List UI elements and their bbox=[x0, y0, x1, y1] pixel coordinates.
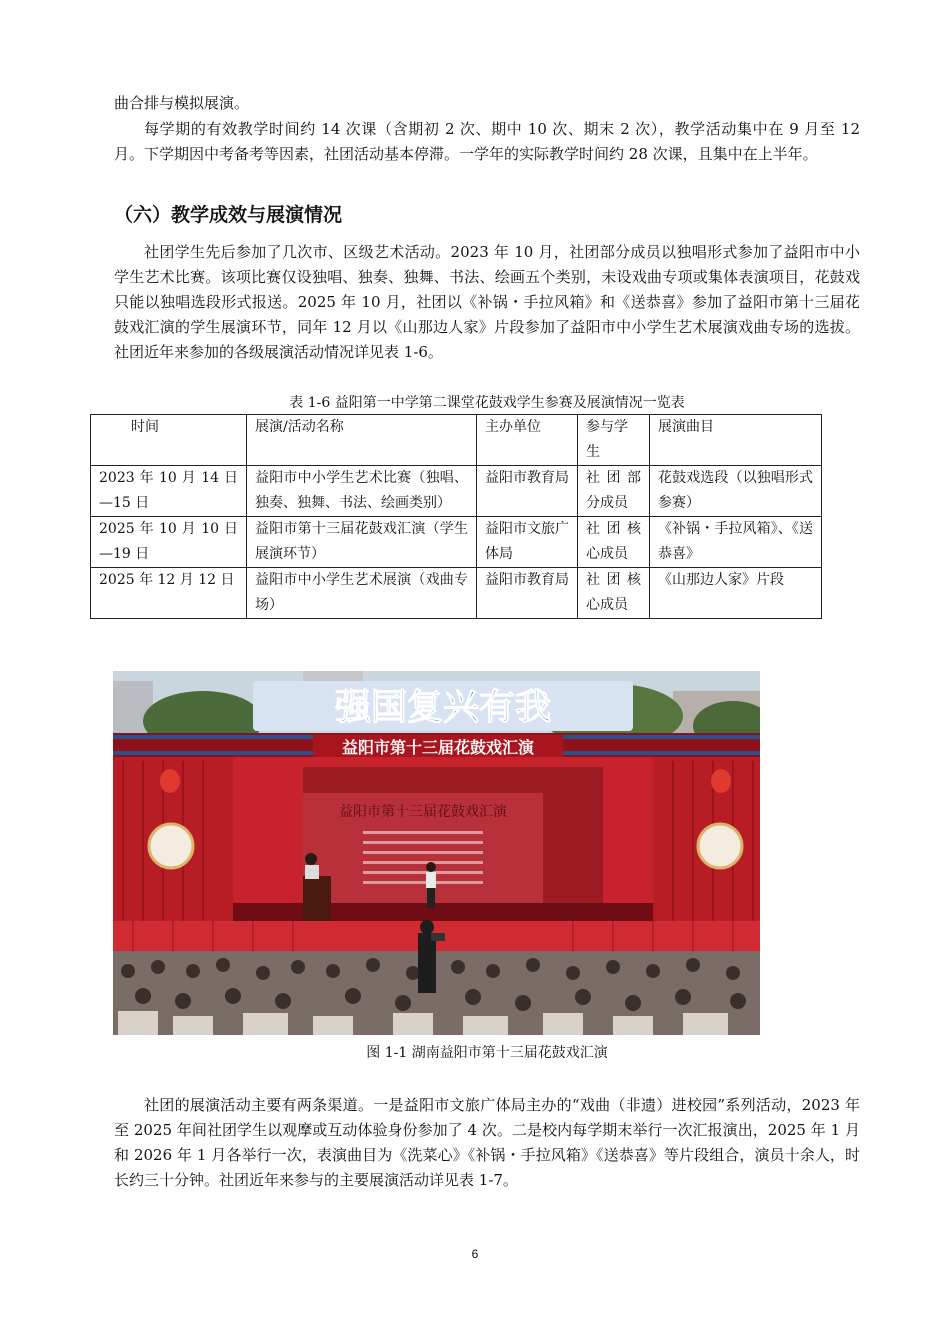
header-organizer: 主办单位 bbox=[477, 415, 578, 466]
backdrop-title: 益阳市第十三届花鼓戏汇演 bbox=[339, 804, 507, 820]
cell-organizer: 益阳市教育局 bbox=[477, 568, 578, 619]
cell-repertoire: 《山那边人家》片段 bbox=[650, 568, 822, 619]
cell-time: 2023 年 10 月 14 日—15 日 bbox=[91, 466, 247, 517]
top-banner-text: 强国复兴有我 bbox=[334, 687, 552, 728]
paragraph-channels: 社团的展演活动主要有两条渠道。一是益阳市文旅广体局主办的“戏曲（非遗）进校园”系列活动，2023 年至 2025 年间社团学生以观摩或互动体验身份参加了 4 次。二是校内每学期末举行一次汇报演出，2025 年 1 月和 2026 年 1 月各举行一次，表演曲目为《洗菜心》《补锅・手拉风箱》《送恭喜》等片段组合，演员十余人，时长约三十分钟。社团近年来参与的主要展演活动详见表 1-7。 bbox=[114, 1096, 860, 1189]
cell-repertoire: 花鼓戏选段（以独唱形式参赛） bbox=[650, 466, 822, 517]
festival-stage-photo bbox=[113, 671, 760, 1035]
header-activity: 展演/活动名称 bbox=[247, 415, 477, 466]
cell-time: 2025 年 12 月 12 日 bbox=[91, 568, 247, 619]
paragraph-continuation: 曲合排与模拟展演。 bbox=[114, 94, 250, 112]
cell-organizer: 益阳市教育局 bbox=[477, 466, 578, 517]
paragraph-teaching-time: 每学期的有效教学时间约 14 次课（含期初 2 次、期中 10 次、期末 2 次），教学活动集中在 9 月至 12 月。下学期因中考备考等因素，社团活动基本停滞。一学年的实际教学时间约 28 次课，且集中在上半年。 bbox=[114, 120, 860, 163]
header-participants: 参与学生 bbox=[578, 415, 650, 466]
cell-activity: 益阳市中小学生艺术比赛（独唱、独奏、独舞、书法、绘画类别） bbox=[247, 466, 477, 517]
section-heading: （六）教学成效与展演情况 bbox=[114, 204, 343, 226]
table-header-row bbox=[91, 415, 822, 466]
header-time: 时间 bbox=[91, 415, 247, 466]
stage-photo-drawing bbox=[113, 671, 760, 1035]
table-row bbox=[91, 517, 822, 568]
cell-participants: 社团核心成员 bbox=[578, 568, 650, 619]
photo-caption: 图 1-1 湖南益阳市第十三届花鼓戏汇演 bbox=[366, 1045, 608, 1061]
paragraph-performances: 社团学生先后参加了几次市、区级艺术活动。2023 年 10 月，社团部分成员以独唱形式参加了益阳市中小学生艺术比赛。该项比赛仅设独唱、独奏、独舞、书法、绘画五个类别，未设戏曲专项或集体表演项目，花鼓戏只能以独唱选段形式报送。2025 年 10 月，社团以《补锅・手拉风箱》和《送恭喜》参加了益阳市第十三届花鼓戏汇演的学生展演环节，同年 12 月以《山那边人家》片段参加了益阳市中小学生艺术展演戏曲专场的选拔。社团近年来参加的各级展演活动情况详见表 1-6。 bbox=[114, 243, 860, 361]
cell-repertoire: 《补锅・手拉风箱》、《送恭喜》 bbox=[650, 517, 822, 568]
header-repertoire: 展演曲目 bbox=[650, 415, 822, 466]
cell-participants: 社团核心成员 bbox=[578, 517, 650, 568]
table-caption: 表 1-6 益阳第一中学第二课堂花鼓戏学生参赛及展演情况一览表 bbox=[289, 395, 685, 411]
cell-time: 2025 年 10 月 10 日—19 日 bbox=[91, 517, 247, 568]
cell-organizer: 益阳市文旅广体局 bbox=[477, 517, 578, 568]
cell-participants: 社团部分成员 bbox=[578, 466, 650, 517]
cell-activity: 益阳市第十三届花鼓戏汇演（学生展演环节） bbox=[247, 517, 477, 568]
page-number: 6 bbox=[471, 1247, 479, 1261]
table-row bbox=[91, 466, 822, 517]
table-row bbox=[91, 568, 822, 619]
performance-table bbox=[90, 414, 822, 619]
stage-banner-text: 益阳市第十三届花鼓戏汇演 bbox=[341, 738, 535, 757]
cell-activity: 益阳市中小学生艺术展演（戏曲专场） bbox=[247, 568, 477, 619]
